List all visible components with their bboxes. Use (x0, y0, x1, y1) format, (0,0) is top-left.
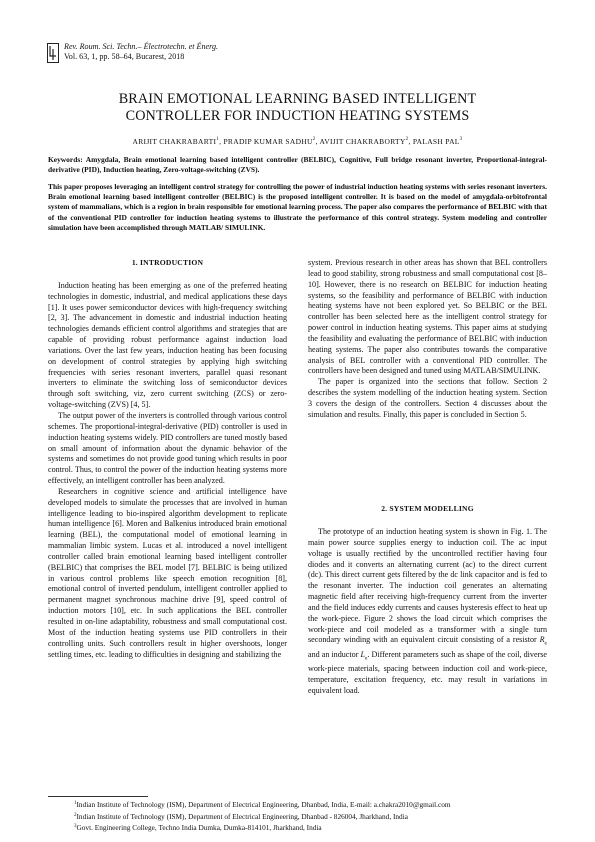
paragraph (308, 527, 547, 697)
author-affiliation-mark: 3 (459, 137, 463, 142)
paragraph: The output power of the inverters is controlled through various control schemes. The proportional-integral-derivative (PID) controller is used in induction heating systems widely. PID controllers are tuned mostly based on small amount of information about the dynamic behavior of the systems and sometimes do not provide good tuning which results in poor control. Thus, to control the power of the induction heating systems more effectively, an intelligent controller has been analyzed. (48, 410, 287, 486)
abstract: This paper proposes leveraging an intelligent control strategy for controlling the power of industrial induction heating systems with series resonant inverters. Brain emotional learning based intelligent controller (BELBIC) is the proposed intelligent controller. It is based on the model of amygdala-orbitofrontal system of mammalians, which is a region in brain responsible for emotional learning process. The paper also compares the performance of BELBIC with that of the conventional PID controller for induction heating systems to illustrate the performance of this control strategy. System modeling and controller simulation have been accomplished through MATLAB/ SIMULINK. (48, 182, 547, 232)
keywords-text: Amygdala, Brain emotional learning based intelligent controller (BELBIC), Cognitive, Full bridge resonant inverter, Proportional-integral-derivative (PID), Induction heating, Zero-voltage-switching (ZVS). (48, 155, 548, 175)
keywords-label: Keywords: (48, 155, 83, 164)
author-name: PALASH PAL (412, 137, 460, 146)
journal-header (64, 42, 218, 62)
symbol-inductor: L (360, 649, 365, 659)
paragraph: The paper is organized into the sections that follow. Section 2 describes the system modelling of the induction heating system. Section 3 covers the design of the controllers. Section 4 discusses about the simulation and results. Finally, this paper is concluded in Section 5. (308, 377, 547, 419)
left-column (48, 258, 287, 660)
paragraph: Researchers in cognitive science and artificial intelligence have developed models to simulate the processes that are involved in human intelligence leading to bio-inspired algorithm development to replicate human intelligence [6]. Moren and Balkenius introduced brain emotional learning (BEL), the computational model of emotional learning in mammalian limbic system. Lucas et al. introduced a novel intelligent controller called brain emotional learning based intelligent controller (BELBIC) that comprises the BEL model [7]. BELBIC is being utilized in various control problems like speech emotion recognition [8], emotional control of inverted pendulum, intelligent controller applied to permanent magnet synchronous machine drive [9], speed control of induction motors [10], etc. In such applications the BEL controller resulted in on-line adaptability, robustness and small computational cost. Most of the induction heating systems use PID controllers in their controlling units. Such controllers result in higher overshoots, longer settling times, etc. leading to difficulties in designing and stabilizing the (48, 486, 287, 659)
footnote (74, 799, 554, 811)
text-run: . Different parameters such as shape of the coil, diverse work-piece materials, spacing between induction coil and work-piece, temperature, excitation frequency, etc. may result in variations in equivalent load. (308, 649, 547, 696)
footnote (74, 811, 554, 823)
text-run: The prototype of an induction heating system is shown in Fig. 1. The main power source supplies energy to induction coil. The ac input voltage is usually rectified by the uncontrolled rectifier having four diodes and it converts an alternating current (ac) to the direct current (dc). This direct current gets filtered by the dc link capacitor and is fed to the resonant inverter. The induction coil generates an alternating magnetic field after receiving high-frequency current from the inverter and the field induces eddy currents and causes hysteresis effect to heat up the work-piece. Figure 2 shows the load circuit which comprises the work-piece and coil modeled as a transformer with a single turn secondary winding with an equivalent circuit consisting of a resistor (308, 527, 547, 645)
text-run: and an inductor (308, 649, 361, 659)
section-heading-introduction: 1. INTRODUCTION (131, 258, 204, 267)
symbol-subscript: e (364, 655, 368, 662)
footnote (74, 822, 554, 834)
author-affiliation-mark: 2 (312, 137, 316, 142)
journal-logo (47, 43, 59, 63)
footnote-mark: 3 (74, 824, 77, 829)
author-name: AVIJIT CHAKRABORTY (319, 137, 406, 146)
author-list: ARIJIT CHAKRABARTI$^1$, PRADIP KUMAR SADHU$^2$, AVIJIT CHAKRABORTY$^2$, PALASH PAL$^3$ (132, 137, 463, 146)
title-line-1: BRAIN EMOTIONAL LEARNING BASED INTELLIGENT (118, 91, 477, 107)
footnote-mark: 2 (74, 812, 77, 818)
symbol-resistor: R (539, 635, 545, 645)
journal-volume: Vol. 63, 1, pp. 58–64, Bucarest, 2018 (64, 52, 185, 61)
right-column-section-2 (308, 527, 547, 697)
paragraph: Induction heating has been emerging as one of the preferred heating technologies in domestic, industrial, and medical applications these days [1]. It uses power semiconductor devices with high-frequency switching [2, 3]. The advancement in domestic and industrial induction heating technologies demands efficient control algorithms and strategies that are capable of providing robust performance against induction load variations. Over the last few years, induction heating has been focusing on development of control strategies by applying high switching frequencies with series resonant inverters, parallel quasi resonant inverters to eliminate the switching loss of semiconductor devices through soft switching, viz, zero current switching (ZCS) or zero-voltage-switching (ZVS) [4, 5]. (48, 280, 287, 410)
footnote-text: Indian Institute of Technology (ISM), Department of Electrical Engineering, Dhanbad - 826004, Jharkhand, India (76, 811, 408, 821)
footnote-text: Govt. Engineering College, Techno India Dumka, Dumka-814101, Jharkhand, India (76, 823, 322, 832)
author-affiliation-mark: 2 (405, 137, 409, 142)
author-name: ARIJIT CHAKRABARTI (132, 137, 217, 146)
journal-name: Rev. Roum. Sci. Techn.– Électrotechn. et Énerg. (64, 42, 219, 51)
footnote-divider (48, 796, 148, 797)
right-column (308, 258, 547, 421)
author-name: PRADIP KUMAR SADHU (223, 137, 313, 146)
symbol-subscript: e (544, 641, 547, 648)
paragraph: system. Previous research in other areas has shown that BEL controllers lead to good stability, strong robustness and small computational cost [8–10]. However, there is no research on BELBIC for induction heating systems, so the feasibility and performance of BELBIC with induction heating systems have not been explored yet. So BELBIC or the BEL controller has been selected here as the intelligent control strategy for power control in induction heating systems. This paper aims at studying the feasibility and evaluating the performance of BELBIC with induction heating systems. The paper also contributes towards the comparative analysis of BEL controller with a conventional PID controller. The controllers have been designed and tuned using MATLAB/SIMULINK. (308, 258, 547, 376)
footnote-text: Indian Institute of Technology (ISM), Department of Electrical Engineering, Dhanbad, India, E-mail: a.chakra2010@gmail.com (76, 800, 451, 809)
title-line-2: CONTROLLER FOR INDUCTION HEATING SYSTEMS (125, 107, 470, 124)
author-affiliation-mark: 1 (216, 137, 220, 142)
paper-title (40, 91, 555, 124)
footnotes (74, 799, 554, 834)
footnote-mark: 1 (74, 801, 77, 806)
keywords (48, 155, 547, 175)
section-heading-system-modelling: 2. SYSTEM MODELLING (381, 504, 474, 513)
